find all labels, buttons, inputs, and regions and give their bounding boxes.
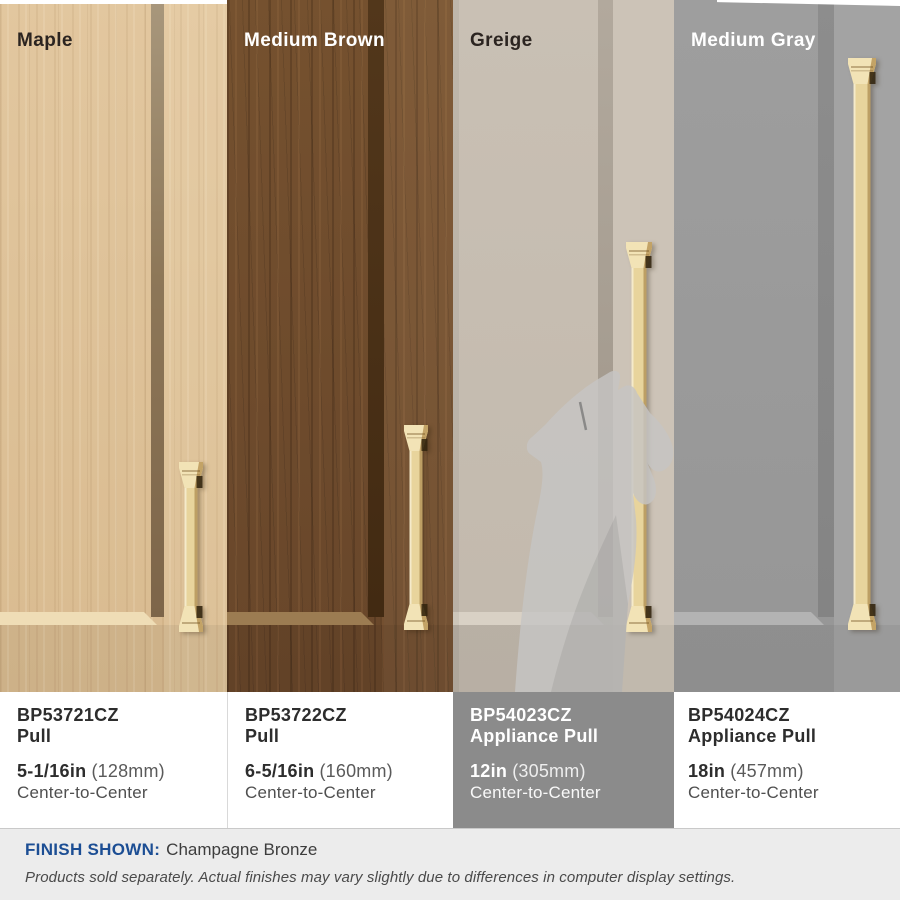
disclaimer-text: Products sold separately. Actual finishes may vary slightly due to differences in computer display settings. bbox=[25, 869, 736, 886]
finish-panel-maple bbox=[0, 0, 227, 692]
door-bottom-rail bbox=[674, 625, 900, 692]
panel-bevel-highlight bbox=[227, 612, 374, 625]
center-to-center-label: Center-to-Center bbox=[17, 783, 148, 802]
finish-shown-value: Champagne Bronze bbox=[166, 840, 318, 859]
center-to-center-label: Center-to-Center bbox=[470, 783, 601, 802]
product-size: 12in (305mm) bbox=[470, 761, 586, 781]
door-edge-shadow bbox=[368, 0, 384, 617]
center-to-center-label: Center-to-Center bbox=[688, 783, 819, 802]
product-sku: BP54023CZ bbox=[470, 705, 572, 725]
product-card-highlighted bbox=[453, 692, 674, 828]
product-sku: BP53722CZ bbox=[245, 705, 347, 725]
finish-name-label: Greige bbox=[470, 30, 533, 51]
finish-panel-medium-brown bbox=[227, 0, 453, 692]
product-card bbox=[227, 692, 453, 828]
product-size: 18in (457mm) bbox=[688, 761, 804, 781]
product-info-strip bbox=[0, 692, 900, 828]
finish-panel-medium-gray bbox=[674, 0, 900, 692]
door-edge-shadow bbox=[151, 0, 164, 617]
finish-shown-label: FINISH SHOWN: bbox=[25, 840, 161, 859]
product-type: Pull bbox=[17, 726, 52, 746]
product-type: Appliance Pull bbox=[470, 726, 599, 746]
center-to-center-label: Center-to-Center bbox=[245, 783, 376, 802]
finish-footer bbox=[0, 828, 900, 900]
photo-edge bbox=[0, 0, 227, 4]
product-type: Pull bbox=[245, 726, 280, 746]
product-sku: BP54024CZ bbox=[688, 705, 790, 725]
pull-handle bbox=[175, 462, 207, 632]
finish-name-label: Maple bbox=[17, 30, 73, 51]
product-card bbox=[674, 692, 900, 828]
product-size: 6-5/16in (160mm) bbox=[245, 761, 393, 781]
finish-panel-greige bbox=[453, 0, 674, 692]
product-sku: BP53721CZ bbox=[17, 705, 119, 725]
panel-bevel-highlight bbox=[0, 612, 157, 625]
panel-bevel-highlight bbox=[674, 612, 824, 625]
finish-shown-line bbox=[25, 840, 900, 860]
product-size: 5-1/16in (128mm) bbox=[17, 761, 165, 781]
door-edge-shadow bbox=[818, 0, 834, 617]
door-bottom-rail bbox=[227, 625, 453, 692]
hand-silhouette bbox=[453, 0, 674, 692]
finish-name-label: Medium Brown bbox=[244, 30, 385, 51]
photo-edge bbox=[717, 0, 900, 6]
product-type: Appliance Pull bbox=[688, 726, 817, 746]
appliance-pull-handle bbox=[844, 58, 880, 630]
finish-name-label: Medium Gray bbox=[691, 30, 816, 51]
product-card bbox=[0, 692, 227, 828]
door-bottom-rail bbox=[0, 625, 227, 692]
pull-handle bbox=[400, 425, 432, 630]
